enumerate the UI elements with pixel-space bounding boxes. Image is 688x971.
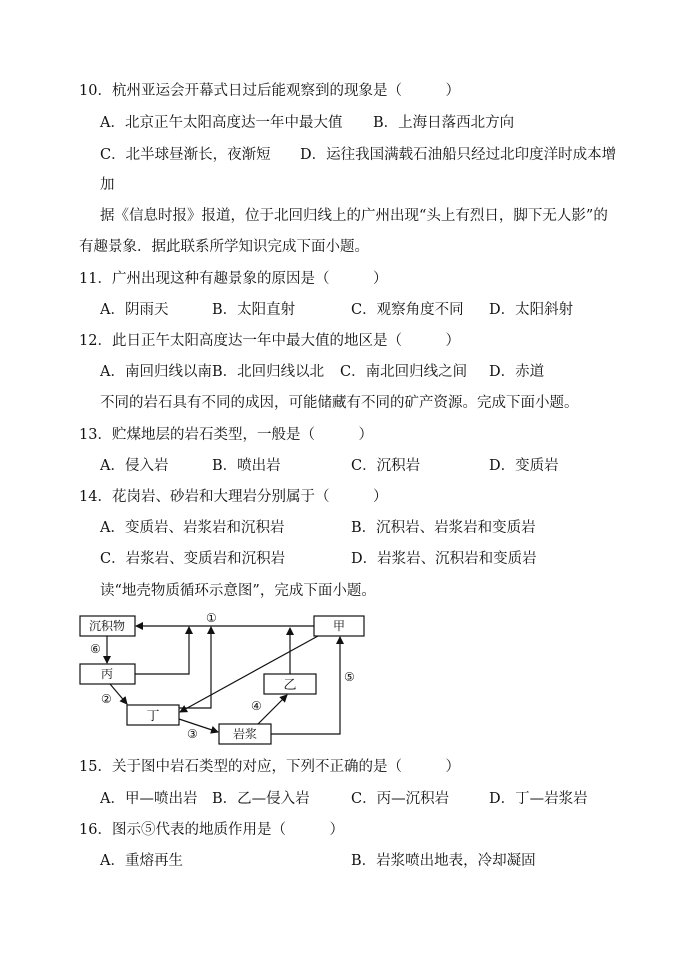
label-circle-3: ③ (187, 727, 198, 741)
label-circle-5: ⑤ (344, 670, 355, 684)
question-11-option-c: C．观察角度不同 (351, 302, 464, 318)
question-11-option-d: D．太阳斜射 (489, 302, 574, 318)
label-sediment: 沉积物 (88, 619, 126, 633)
question-12-option-b: B．北回归线以北 (212, 364, 325, 380)
question-14-option-d: D．岩浆岩、沉积岩和变质岩 (351, 551, 537, 567)
question-15-option-d: D．丁—岩浆岩 (489, 791, 588, 807)
question-16-option-b: B．岩浆喷出地表，冷却凝固 (351, 853, 536, 869)
question-11-option-a: A．阴雨天 (100, 302, 169, 318)
question-13-option-a: A．侵入岩 (100, 458, 169, 474)
label-jia: 甲 (332, 619, 346, 633)
arrow-ding-to-magma (179, 719, 218, 732)
label-magma: 岩浆 (232, 727, 258, 741)
question-15-option-a: A．甲—喷出岩 (100, 791, 198, 807)
question-10-option-c: C．北半球昼渐长，夜渐短 (100, 147, 271, 163)
label-yi: 乙 (283, 678, 297, 693)
question-16-stem: 16．图示⑤代表的地质作用是（ ） (79, 822, 344, 838)
question-11-option-b: B．太阳直射 (212, 302, 296, 318)
question-14-option-a: A．变质岩、岩浆岩和沉积岩 (100, 520, 285, 536)
question-13-stem: 13．贮煤地层的岩石类型，一般是（ ） (79, 427, 373, 443)
question-10-option-d-continued: 加 (100, 177, 115, 193)
question-14-stem: 14．花岗岩、砂岩和大理岩分别属于（ ） (79, 489, 388, 505)
label-circle-1: ① (206, 611, 217, 625)
label-bing: 丙 (100, 667, 114, 681)
label-circle-4: ④ (251, 699, 262, 713)
question-10-stem: 10．杭州亚运会开幕式日过后能观察到的现象是（ ） (79, 83, 460, 99)
arrow-magma-to-yi (258, 695, 287, 724)
question-15-option-c: C．丙—沉积岩 (351, 791, 450, 807)
question-10-option-d: D．运往我国满载石油船只经过北印度洋时成本增 (300, 147, 617, 163)
question-10-option-a: A．北京正午太阳高度达一年中最大值 (100, 115, 343, 131)
question-10-option-b: B．上海日落西北方向 (373, 115, 515, 131)
label-circle-2: ② (101, 692, 112, 706)
passage-1-line-1: 据《信息时报》报道，位于北回归线上的广州出现“头上有烈日，脚下无人影”的 (100, 208, 608, 224)
question-12-option-c: C．南北回归线之间 (340, 364, 468, 380)
question-14-option-b: B．沉积岩、岩浆岩和变质岩 (351, 520, 536, 536)
question-14-option-c: C．岩浆岩、变质岩和沉积岩 (100, 551, 286, 567)
question-15-stem: 15．关于图中岩石类型的对应，下列不正确的是（ ） (79, 759, 460, 775)
passage-3: 读“地壳物质循环示意图”，完成下面小题。 (100, 583, 376, 599)
label-ding: 丁 (146, 709, 160, 724)
question-12-option-d: D．赤道 (489, 364, 545, 380)
question-12-stem: 12．此日正午太阳高度达一年中最大值的地区是（ ） (79, 333, 460, 349)
question-13-option-d: D．变质岩 (489, 458, 559, 474)
arrow-ding-up (179, 627, 211, 708)
passage-1-line-2: 有趣景象．据此联系所学知识完成下面小题。 (79, 239, 369, 255)
label-circle-6: ⑥ (90, 642, 101, 656)
question-11-stem: 11．广州出现这种有趣景象的原因是（ ） (79, 271, 388, 287)
arrow-bing-up (135, 627, 189, 674)
question-15-option-b: B．乙—侵入岩 (212, 791, 310, 807)
passage-2: 不同的岩石具有不同的成因，可能储藏有不同的矿产资源。完成下面小题。 (100, 395, 579, 411)
question-16-option-a: A．重熔再生 (100, 853, 183, 869)
arrow-bing-to-ding (110, 684, 127, 704)
question-13-option-c: C．沉积岩 (351, 458, 421, 474)
question-13-option-b: B．喷出岩 (212, 458, 281, 474)
question-12-option-a: A．南回归线以南 (100, 364, 212, 380)
